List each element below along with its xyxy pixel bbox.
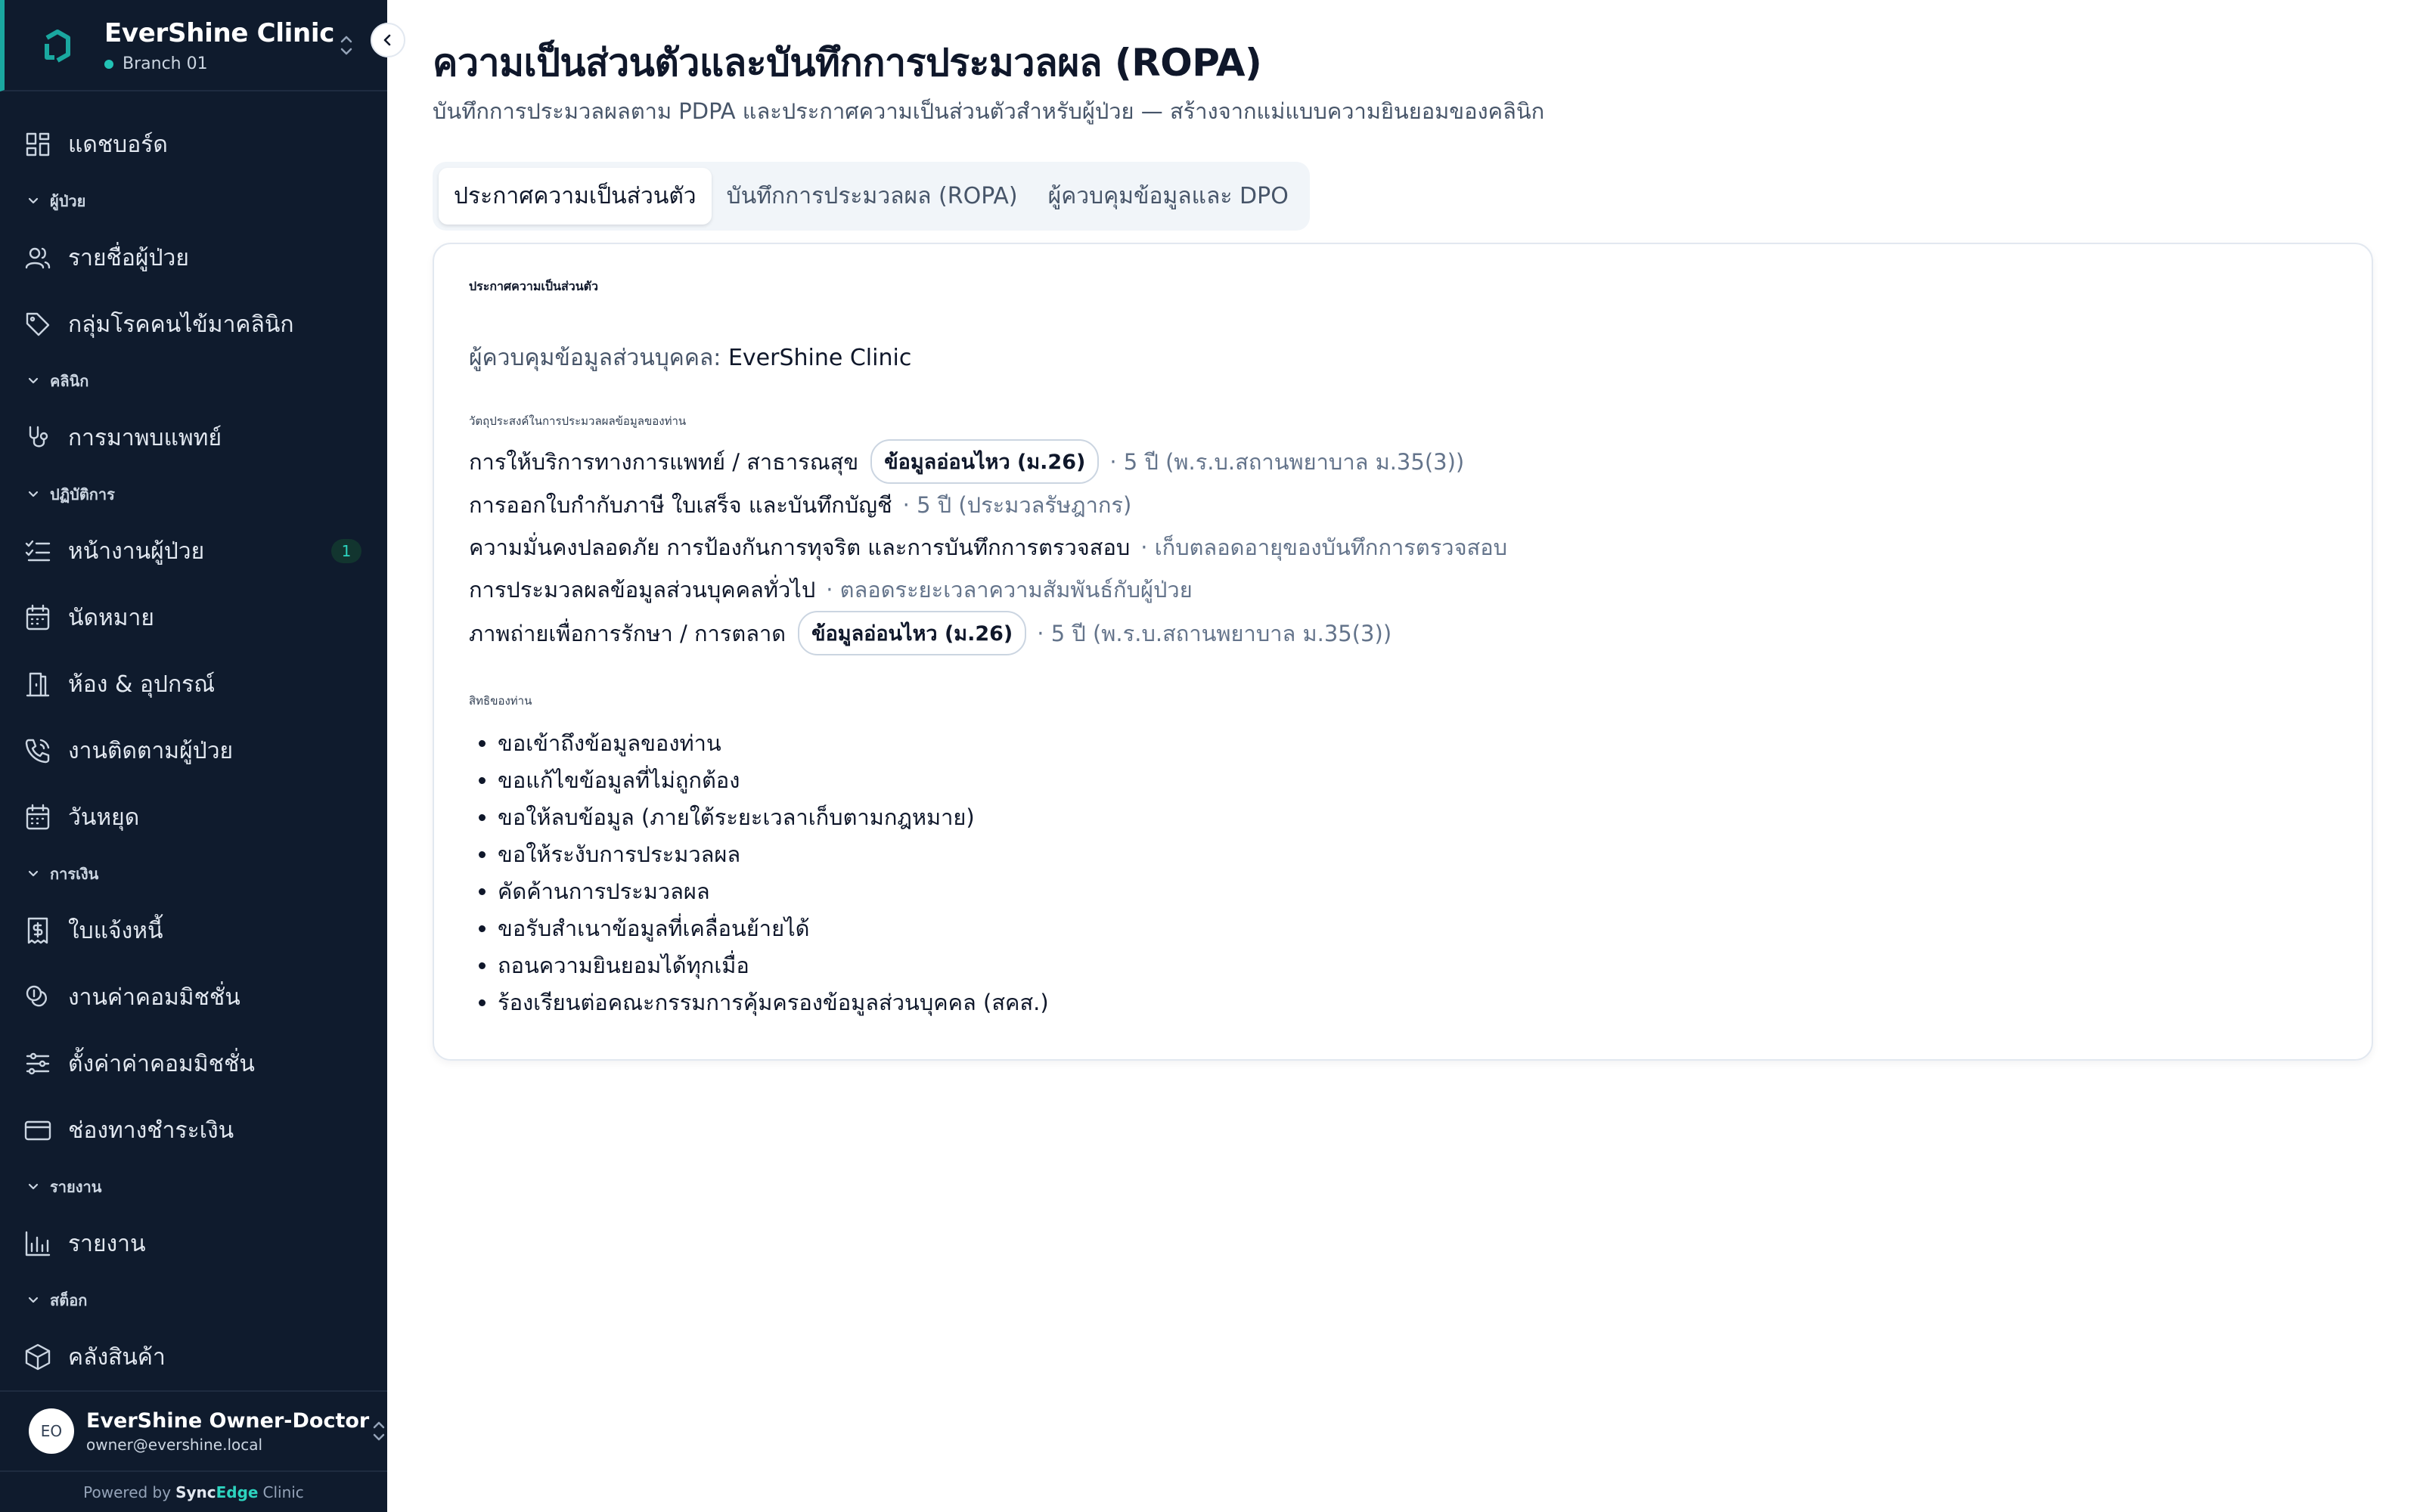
right-item: • ขอเข้าถึงข้อมูลของท่าน (498, 725, 2337, 762)
main-content (387, 0, 2420, 1512)
controller-line (469, 340, 2337, 376)
nav-section-header[interactable] (0, 1163, 387, 1210)
sidebar-item-label: ตั้งค่าค่าคอมมิชชั่น (68, 1050, 255, 1077)
clinic-logo-icon (36, 24, 79, 67)
powered-brand (175, 1483, 258, 1501)
sidebar-item-label: งานติดตามผู้ป่วย (68, 737, 234, 764)
door-icon (23, 669, 53, 699)
purposes-label: วัตถุประสงค์ในการประมวลผลข้อมูลของท่าน (469, 414, 687, 428)
stethoscope-icon (23, 423, 53, 453)
purpose-row (469, 569, 2337, 611)
sidebar-item-label: การมาพบแพทย์ (68, 424, 222, 451)
chevron-left-icon (380, 32, 396, 48)
powered-prefix: Powered by (83, 1483, 172, 1501)
tab-list (433, 162, 1310, 231)
sidebar-item-label: แดชบอร์ด (68, 131, 168, 158)
sidebar-item[interactable] (0, 717, 387, 784)
sidebar-item[interactable] (0, 1030, 387, 1097)
branch-name: Branch 01 (123, 54, 208, 74)
sidebar-item[interactable] (0, 1210, 387, 1277)
coins-icon (23, 982, 53, 1012)
purpose-row (469, 611, 2337, 655)
calendar-icon (23, 802, 53, 832)
powered-brand-a: Sync (175, 1483, 216, 1501)
nav-section-header[interactable] (0, 358, 387, 404)
controller-label: ผู้ควบคุมข้อมูลส่วนบุคคล: (469, 345, 721, 371)
retention-text: · 5 ปี (พ.ร.บ.สถานพยาบาล ม.35(3)) (1037, 620, 1392, 646)
sidebar-item[interactable] (0, 518, 387, 584)
sidebar-item-label: งานค่าคอมมิชชั่น (68, 984, 240, 1011)
nav-section-header[interactable] (0, 178, 387, 225)
chevron-down-icon (26, 487, 41, 502)
user-email: owner@evershine.local (86, 1435, 263, 1454)
user-name: EverShine Owner-Doctor (86, 1408, 370, 1433)
sidebar-item-label: กลุ่มโรคคนไข้มาคลินิก (68, 311, 294, 338)
sidebar-nav (0, 91, 387, 1390)
sidebar-item[interactable] (0, 225, 387, 291)
user-text (86, 1409, 369, 1454)
chevron-down-icon (26, 1293, 41, 1308)
chevrons-up-down-icon (369, 1418, 389, 1444)
retention-text: · เก็บตลอดอายุของบันทึกการตรวจสอบ (1140, 534, 1508, 560)
tab[interactable]: ผู้ควบคุมข้อมูลและ DPO (1047, 183, 1289, 209)
collapse-sidebar-button[interactable] (371, 23, 405, 57)
nav-count-badge: 1 (331, 539, 361, 563)
sidebar (0, 0, 387, 1512)
package-icon (23, 1342, 53, 1372)
sidebar-item[interactable] (0, 584, 387, 651)
receipt-icon (23, 916, 53, 946)
avatar: EO (29, 1408, 74, 1454)
rights-label: สิทธิของท่าน (469, 694, 532, 708)
rights-list (469, 725, 2337, 1021)
sensitive-data-badge: ข้อมูลอ่อนไหว (ม.26) (798, 611, 1026, 655)
sidebar-item-label: ช่องทางชำระเงิน (68, 1117, 234, 1144)
sidebar-item-label: ห้อง & อุปกรณ์ (68, 671, 216, 698)
purpose-row (469, 439, 2337, 484)
sidebar-item[interactable] (0, 897, 387, 964)
sidebar-item[interactable] (0, 651, 387, 717)
purpose-row (469, 484, 2337, 526)
nav-section-label: รายงาน (50, 1178, 102, 1197)
privacy-notice-card (433, 243, 2373, 1061)
purpose-name: การประมวลผลข้อมูลส่วนบุคคลทั่วไป (469, 577, 816, 603)
nav-section-label: คลินิก (50, 372, 89, 391)
sensitive-data-badge: ข้อมูลอ่อนไหว (ม.26) (870, 439, 1099, 484)
nav-section-label: สต็อก (50, 1291, 88, 1310)
chevron-down-icon (26, 1179, 41, 1194)
sidebar-item-label: รายชื่อผู้ป่วย (68, 244, 189, 271)
sidebar-item-label: ใบแจ้งหนี้ (68, 917, 163, 944)
nav-section-label: ปฏิบัติการ (50, 485, 115, 504)
sidebar-item-label: หน้างานผู้ป่วย (68, 538, 205, 565)
tab[interactable]: บันทึกการประมวลผล (ROPA) (726, 183, 1018, 209)
brand-text (104, 17, 336, 73)
sidebar-item[interactable] (0, 404, 387, 471)
chevron-down-icon (26, 373, 41, 389)
sidebar-item[interactable] (0, 291, 387, 358)
credit-card-icon (23, 1115, 53, 1145)
powered-suffix: Clinic (262, 1483, 304, 1501)
purpose-name: ภาพถ่ายเพื่อการรักษา / การตลาด (469, 620, 786, 646)
users-icon (23, 243, 53, 273)
calendar-icon (23, 603, 53, 633)
sidebar-item[interactable] (0, 1097, 387, 1163)
page-title: ความเป็นส่วนตัวและบันทึกการประมวลผล (ROPA) (433, 41, 1262, 85)
powered-brand-b: Edge (216, 1483, 259, 1501)
list-checks-icon (23, 536, 53, 566)
powered-by (0, 1470, 387, 1512)
sidebar-item-label: นัดหมาย (68, 604, 154, 631)
nav-section-label: การเงิน (50, 865, 99, 884)
tag-icon (23, 309, 53, 339)
brand-name: EverShine Clinic (104, 18, 335, 49)
right-item: • ถอนความยินยอมได้ทุกเมื่อ (498, 947, 2337, 984)
retention-text: · 5 ปี (ประมวลรัษฎากร) (902, 492, 1132, 518)
bar-chart-icon (23, 1228, 53, 1259)
sidebar-item[interactable] (0, 784, 387, 850)
chevron-down-icon (26, 866, 41, 881)
dashboard-icon (23, 129, 53, 160)
sidebar-item-label: คลังสินค้า (68, 1343, 166, 1371)
chevrons-up-down-icon (336, 32, 357, 59)
retention-text: · 5 ปี (พ.ร.บ.สถานพยาบาล ม.35(3)) (1109, 448, 1465, 475)
chevron-down-icon (26, 194, 41, 209)
nav-section-header[interactable] (0, 850, 387, 897)
right-item: • ขอรับสำเนาข้อมูลที่เคลื่อนย้ายได้ (498, 910, 2337, 947)
phone-icon (23, 736, 53, 766)
purpose-name: ความมั่นคงปลอดภัย การป้องกันการทุจริต และการบันทึกการตรวจสอบ (469, 534, 1131, 560)
purpose-row (469, 526, 2337, 569)
controller-value: EverShine Clinic (728, 345, 912, 371)
purposes-list (469, 439, 2337, 655)
retention-text: · ตลอดระยะเวลาความสัมพันธ์กับผู้ป่วย (826, 577, 1193, 603)
sliders-icon (23, 1049, 53, 1079)
right-item: • คัดค้านการประมวลผล (498, 873, 2337, 910)
tab[interactable]: ประกาศความเป็นส่วนตัว (439, 168, 712, 225)
right-item: • ร้องเรียนต่อคณะกรรมการคุ้มครองข้อมูลส่วนบุคคล (สคส.) (498, 984, 2337, 1021)
sidebar-item[interactable] (0, 964, 387, 1030)
right-item: • ขอให้ระงับการประมวลผล (498, 836, 2337, 873)
right-item: • ขอให้ลบข้อมูล (ภายใต้ระยะเวลาเก็บตามกฎหมาย) (498, 799, 2337, 836)
sidebar-item-label: รายงาน (68, 1230, 146, 1257)
nav-section-label: ผู้ป่วย (50, 192, 86, 211)
nav-section-header[interactable] (0, 1277, 387, 1324)
purpose-name: การออกใบกำกับภาษี ใบเสร็จ และบันทึกบัญชี (469, 492, 892, 518)
branch-row (104, 54, 336, 73)
sidebar-item[interactable] (0, 111, 387, 178)
purpose-name: การให้บริการทางการแพทย์ / สาธารณสุข (469, 448, 859, 475)
card-title: ประกาศความเป็นส่วนตัว (469, 279, 599, 293)
branch-status-dot (104, 60, 113, 69)
right-item: • ขอแก้ไขข้อมูลที่ไม่ถูกต้อง (498, 762, 2337, 799)
sidebar-item[interactable] (0, 1324, 387, 1390)
brand-switcher[interactable] (0, 0, 387, 91)
sidebar-item-label: วันหยุด (68, 804, 140, 831)
user-menu[interactable] (0, 1390, 387, 1470)
page-subtitle: บันทึกการประมวลผลตาม PDPA และประกาศความเป็นส่วนตัวสำหรับผู้ป่วย — สร้างจากแม่แบบความยินยอมของคลินิก (433, 98, 1545, 124)
nav-section-header[interactable] (0, 471, 387, 518)
